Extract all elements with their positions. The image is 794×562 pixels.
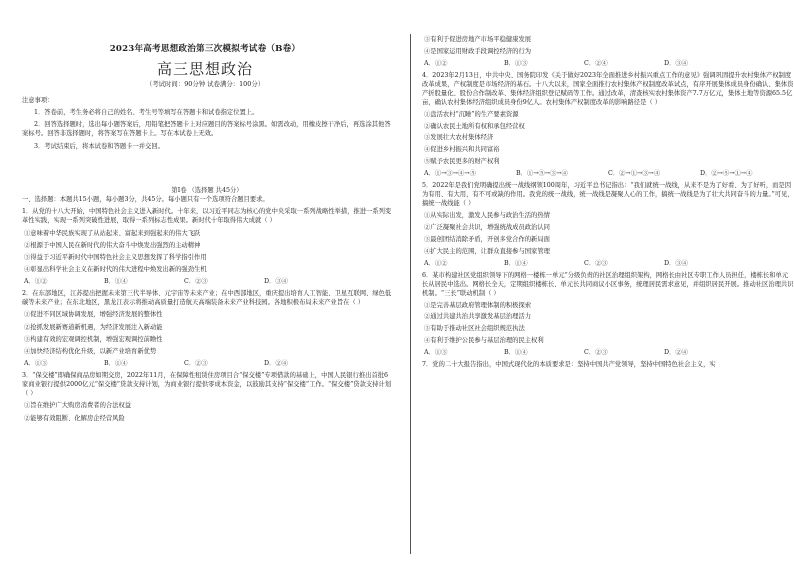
part1-heading: 第Ⅰ卷 （选择题 共45分）	[171, 187, 243, 194]
exam-info: （考试时间：90分钟 试卷满分：100分）	[145, 80, 265, 88]
choice-c: C．②③	[184, 359, 208, 367]
question-option: ④有利于维护公民参与基层治理的民主权利	[424, 337, 544, 345]
note-item: 2．回答选择题时，选出每小题答案后，用铅笔把答题卡上对应题目的答案标号涂黑。如需改动，用橡皮擦干净后，再选涂其他答案标号。回答非选择题时，将答案写在答题卡上。写在本试卷上无效。	[22, 121, 391, 138]
question-option: ①是完善基层政府管理体制的积极探索	[424, 301, 532, 309]
question-stem: 4．2023年2月13日，中共中央、国务院印发《关于做好2023年全面推进乡村振兴重点工作的意见》强调巩固提升农村集体产权制度改革成果，产权制度是市场经济的基石。十八大以来，国家全面推行农村集体产权制度改革试点，有序开展集体成员身份确认、集体资产折股量化、股份合作制改革、集体经济组织登记赋码等工作。通过改革，清查核实农村集体资产7.7万亿元，集体土地等资源65.5亿亩，确认农村集体经济组织成员身份9亿人。农村集体产权制度改革的影响路径是（ ）	[422, 71, 794, 106]
question-stem: 5．2022年是我们党明确提出统一战线纲领100周年，习近平总书记指出：“我们就统一战线，从来不是为了好看、为了好听，而是因为有用、有大用，有不可或缺的作用。我党的统一战线，统一战线是凝聚人心的工作，搞统一战线是为了壮大共同奋斗的力量。”可见，搞统一战线能（ ）	[422, 182, 794, 208]
notes-title: 注意事项：	[22, 97, 54, 104]
question-option: ②确认农民土地所有权和承包经营权	[424, 122, 525, 130]
question-option: ④促进乡村振兴和共同富裕	[424, 146, 500, 154]
part1-section	[22, 186, 392, 423]
answer-choices	[22, 277, 392, 286]
question-option: ②通过共建共治共享激发基层治理活力	[424, 313, 532, 321]
question-option: ③有助于推动社区社会组织规范执法	[424, 325, 525, 333]
answer-choices	[422, 60, 794, 69]
notes-section	[22, 96, 392, 151]
choice-b: B．①④	[504, 349, 528, 357]
exam-title: 2023年高考思想政治第三次模拟考试卷（B卷）	[109, 44, 301, 54]
question-option: ②抢抓发展新赛道新机遇，为经济发展注入新动能	[24, 323, 163, 331]
question-stem: 3．“保交楼”即确保商品房如期交房，2022年11月，在保障性租赁住房项目合“保交楼”专项借款的基础上，中国人民银行推出首批6家商业银行提供2000亿元“保交楼”贷款支持计划，为商业银行提供零成本资金，以鼓励其支持“保交楼”工作。“保交楼”贷款支持计划（ ）	[22, 372, 392, 398]
question-option: ④加快经济结构优化升级，以新产业培育新优势	[24, 347, 157, 355]
choice-c: C．②③	[584, 259, 608, 267]
choice-d: D．②④	[264, 359, 288, 367]
answer-choices	[422, 260, 794, 269]
choice-d: D．③④	[264, 278, 288, 285]
choice-d: D．③④	[664, 259, 688, 267]
question-option: ④是国家运用财政手段调控经济的行为	[424, 47, 532, 55]
choice-a: A．①→③→④→⑤	[424, 170, 476, 178]
note-item: 3．考试结束后，将本试卷和答题卡一并交回。	[34, 142, 164, 150]
question-option: ①旨在维护广大购房消费者的合法权益	[24, 402, 132, 410]
question-stem: 1．从党的十八大开始，中国特色社会主义进入新时代。十年来，以习近平同志为核心的党中央采取一系列战略性举措，推进一系列变革性实践，实现一系列突破性进展，取得一系列标志性成果。新时代十年取得伟大成就（ ）	[22, 208, 392, 225]
question-option: ②根源于中国人民在新时代的伟大奋斗中焕发出强烈的主动精神	[24, 241, 201, 249]
choice-a: A．①②	[24, 278, 48, 285]
choice-c: C．②③	[184, 278, 208, 285]
choice-c: C．②→①→③→④	[608, 170, 661, 178]
question-option: ④彰显出科学社会主义在新时代的伟大进程中焕发出新的强劲生机	[24, 265, 207, 273]
answer-choices	[422, 349, 794, 358]
choice-b: B．①④	[104, 278, 128, 285]
choice-d: D．②→⑤→①→④	[700, 170, 753, 178]
choice-d: D．③④	[664, 59, 688, 67]
column-divider	[410, 34, 411, 554]
choice-a: A．①②	[424, 59, 448, 67]
choice-c: C．②④	[584, 59, 608, 67]
question-option: ③构建有效的宏观调控机制，增强宏观调控前瞻性	[24, 335, 163, 343]
question-option: ①从实际出发，激发人民参与政治生活的热情	[424, 212, 550, 219]
question-stem: 2．在东部地区，江苏提出把握未来第三代半导体、元宇宙等未来产业；在中西部地区，重庆提出培育人工智能、卫星互联网、绿色低碳等未来产业；在东北地区，黑龙江表示将推动高质量打造航天高端装备未来产业科技园。各地积极布局未来产业旨在（ ）	[22, 290, 392, 307]
choice-d: D．②④	[664, 349, 688, 357]
answer-choices	[22, 359, 392, 368]
right-column	[422, 36, 794, 370]
question-option: ②广泛凝聚社会共识，增强统战成员政治认同	[424, 223, 550, 231]
part1-instruction: 一、选择题：本题共15小题，每小题3分，共45分。每小题只有一个选项符合题目要求。	[22, 196, 269, 204]
question-stem: 6．某市构建社区党组织领导下的网格一楼栋一单元“分级负责的社区治理组织架构，网格长由社区专职工作人员担任，楼栋长和单元长从居民中选出。网格长全天，定期组织楼栋长、单元长共同商议小区事务，统理居民需求意见，并组织居民开展。推动社区治理共识机制。“三长”联动机制（ ）	[422, 271, 794, 297]
question-option: ①盘活农村“沉睡”的生产要素资源	[424, 110, 519, 118]
question-stem: 7．党的二十大报告指出，中国式现代化的本质要求是：坚持中国共产党领导，坚持中国特色社会主义，实	[422, 361, 716, 369]
question-option: ③发展壮大农村集体经济	[424, 134, 494, 142]
choice-a: A．①②	[424, 259, 448, 267]
question-option: ③最创团结消除矛盾，开创多党合作的新局面	[424, 235, 550, 243]
subject-title: 高三思想政治	[156, 60, 253, 78]
choice-a: A．①③	[24, 359, 48, 367]
choice-b: B．①→⑤→③→④	[516, 170, 568, 178]
question-option: ③有利于促进房地产市场平稳健康发展	[424, 36, 532, 43]
choice-b: B．①④	[104, 359, 128, 367]
question-option: ⑤赋予农民更多的财产权利	[424, 158, 500, 166]
choice-b: B．①④	[504, 259, 528, 267]
question-option: ③得益于习近平新时代中国特色社会主义思想发挥了科学指引作用	[24, 253, 207, 261]
choice-b: B．①③	[504, 59, 528, 67]
note-item: 1．答卷前，考生务必将自己的姓名、考生号等填写在答题卡和试卷指定位置上。	[34, 109, 259, 117]
question-option: ②能够有效阻断、化解房企经营风险	[24, 414, 125, 422]
question-option: ④扩大民主的范围，让群众直接参与国家管理	[424, 247, 550, 255]
question-option: ①促进不同区域协调发展，增强经济发展的整体性	[24, 311, 163, 319]
answer-choices	[422, 170, 794, 179]
choice-c: C．②③	[584, 349, 608, 357]
choice-a: A．①③	[424, 349, 448, 357]
question-option: ①意味着中华民族实现了从站起来、富起来到强起来的伟大飞跃	[24, 229, 201, 237]
